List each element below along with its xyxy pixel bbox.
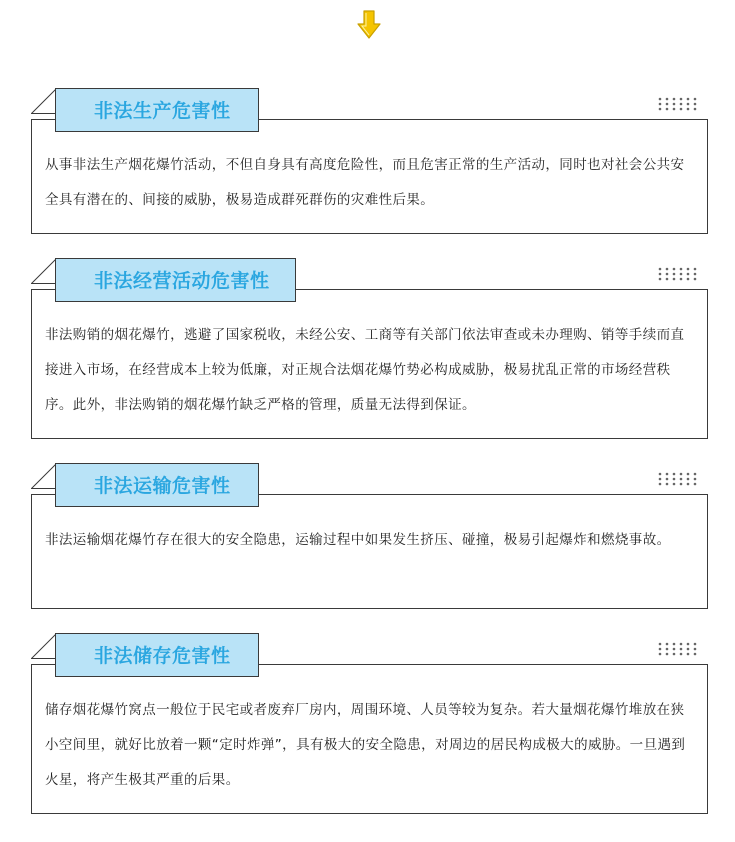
section-text: 储存烟花爆竹窝点一般位于民宅或者废弃厂房内，周围环境、人员等较为复杂。若大量烟花爆竹堆放在狭小空间里，就好比放着一颗“定时炸弹”，具有极大的安全隐患，对周边的居民构成极大的威胁。一旦遇到火星，将产生极其严重的后果。 <box>45 702 686 788</box>
section-text: 从事非法生产烟花爆竹活动，不但自身具有高度危险性，而且危害正常的生产活动，同时也对社会公共安全具有潜在的、间接的威胁，极易造成群死群伤的灾难性后果。 <box>45 157 685 208</box>
section-text: 非法运输烟花爆竹存在很大的安全隐患，运输过程中如果发生挤压、碰撞，极易引起爆炸和燃烧事故。 <box>45 532 671 548</box>
folded-corner-icon <box>31 463 57 489</box>
section-title: 非法经营活动危害性 <box>55 258 296 302</box>
arrow-down-icon <box>356 10 382 40</box>
dots-decoration-icon <box>658 472 698 486</box>
section-title: 非法生产危害性 <box>55 88 259 132</box>
folded-corner-icon <box>31 633 57 659</box>
dots-decoration-icon <box>658 97 698 111</box>
section-title: 非法储存危害性 <box>55 633 259 677</box>
section-title: 非法运输危害性 <box>55 463 259 507</box>
folded-corner-icon <box>31 258 57 284</box>
section-illegal-storage <box>31 633 708 814</box>
dots-decoration-icon <box>658 642 698 656</box>
section-illegal-business <box>31 258 708 439</box>
folded-corner-icon <box>31 88 57 114</box>
section-text: 非法购销的烟花爆竹，逃避了国家税收，未经公安、工商等有关部门依法审查或未办理购、销等手续而直接进入市场，在经营成本上较为低廉，对正规合法烟花爆竹势必构成威胁，极易扰乱正常的市场经营秩序。此外，非法购销的烟花爆竹缺乏严格的管理，质量无法得到保证。 <box>45 327 685 413</box>
dots-decoration-icon <box>658 267 698 281</box>
section-illegal-transport <box>31 463 708 609</box>
section-illegal-production <box>31 88 708 234</box>
